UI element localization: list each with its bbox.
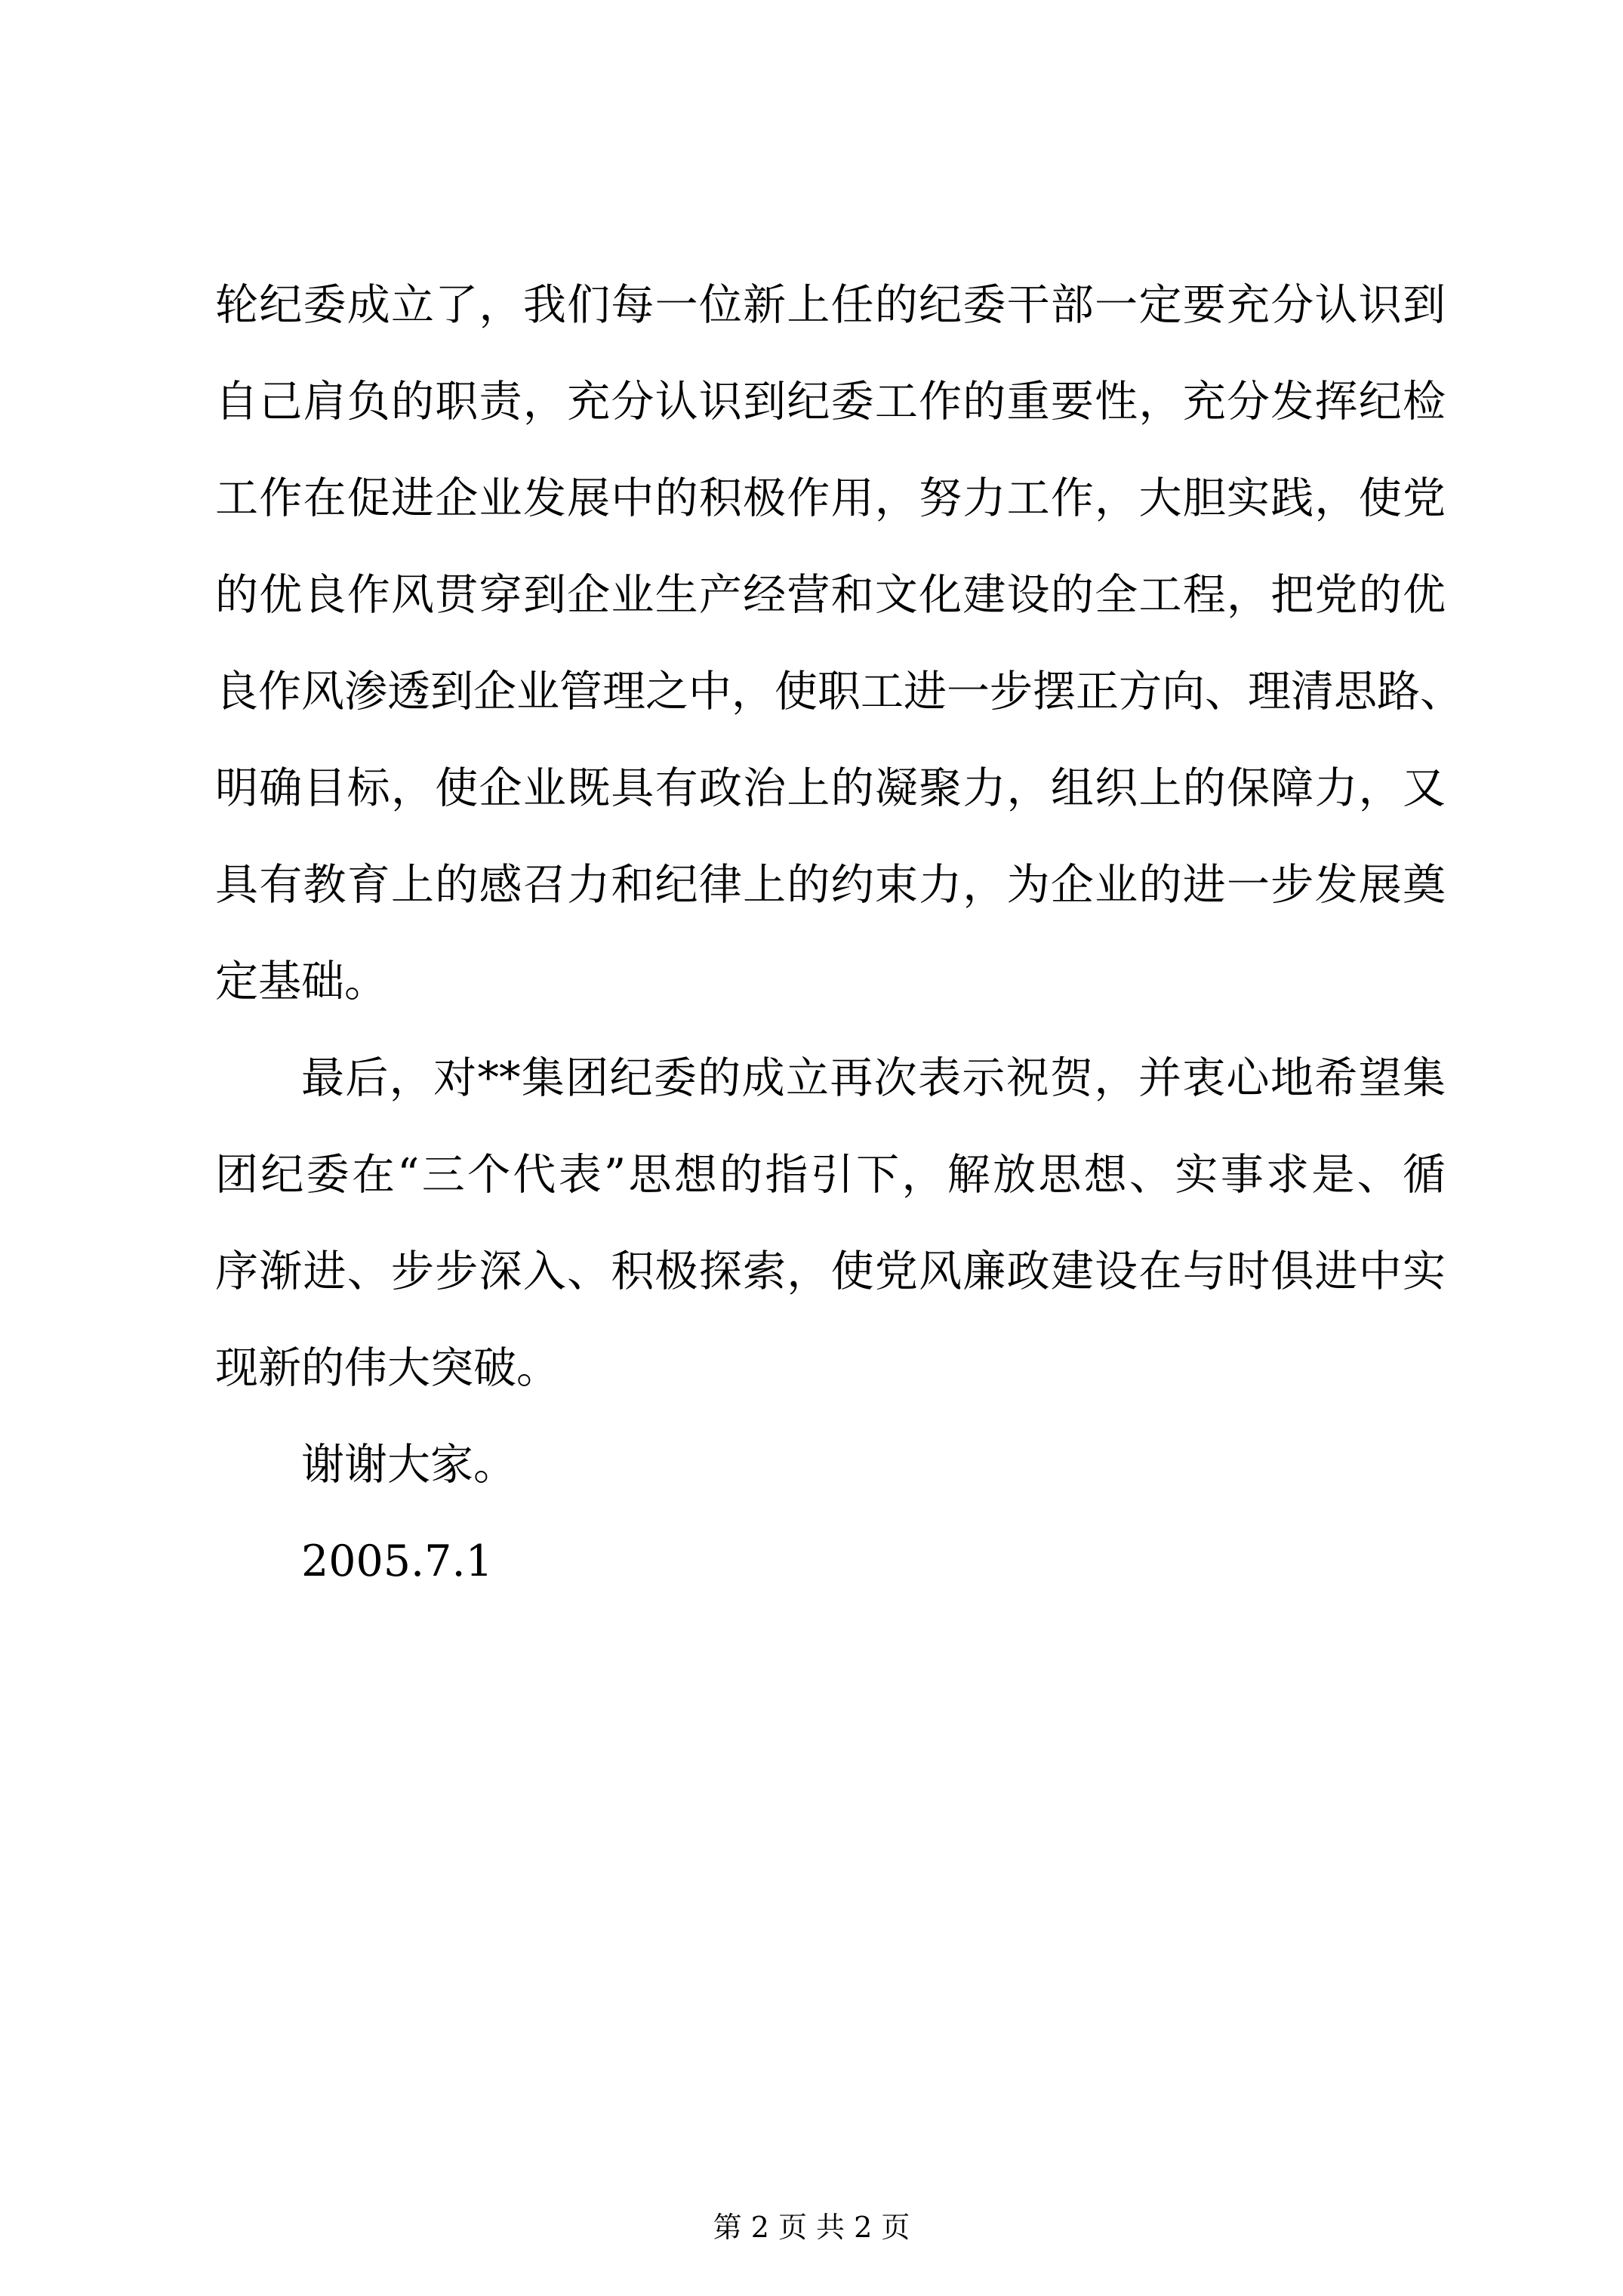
- text-line: 定基础。: [215, 957, 387, 1006]
- text-line: 的优良作风贯穿到企业生产经营和文化建设的全工程，把党的优: [215, 570, 1446, 620]
- closing-line: 谢谢大家。: [301, 1440, 516, 1490]
- text-line: 自己肩负的职责，充分认识到纪委工作的重要性，充分发挥纪检: [215, 377, 1446, 427]
- text-line: 工作在促进企业发展中的积极作用，努力工作，大胆实践，使党: [215, 473, 1446, 523]
- text-line: 序渐进、步步深入、积极探索，使党风廉政建设在与时俱进中实: [215, 1247, 1446, 1296]
- text-line: 明确目标，使企业既具有政治上的凝聚力，组织上的保障力，又: [215, 763, 1446, 813]
- text-line: 轮纪委成立了，我们每一位新上任的纪委干部一定要充分认识到: [215, 280, 1446, 330]
- date-line: 2005.7.1: [301, 1536, 493, 1586]
- text-line: 最后，对**集团纪委的成立再次表示祝贺，并衷心地希望集: [301, 1053, 1446, 1103]
- text-line: 良作风渗透到企业管理之中，使职工进一步摆正方向、理清思路、: [215, 667, 1463, 717]
- text-line: 具有教育上的感召力和纪律上的约束力，为企业的进一步发展奠: [215, 860, 1446, 910]
- page-number-footer: 第 2 页 共 2 页: [713, 2211, 910, 2244]
- text-line: 现新的伟大突破。: [215, 1343, 559, 1393]
- text-line: 团纪委在“三个代表”思想的指引下，解放思想、实事求是、循: [215, 1150, 1446, 1200]
- document-body: [215, 257, 1463, 1610]
